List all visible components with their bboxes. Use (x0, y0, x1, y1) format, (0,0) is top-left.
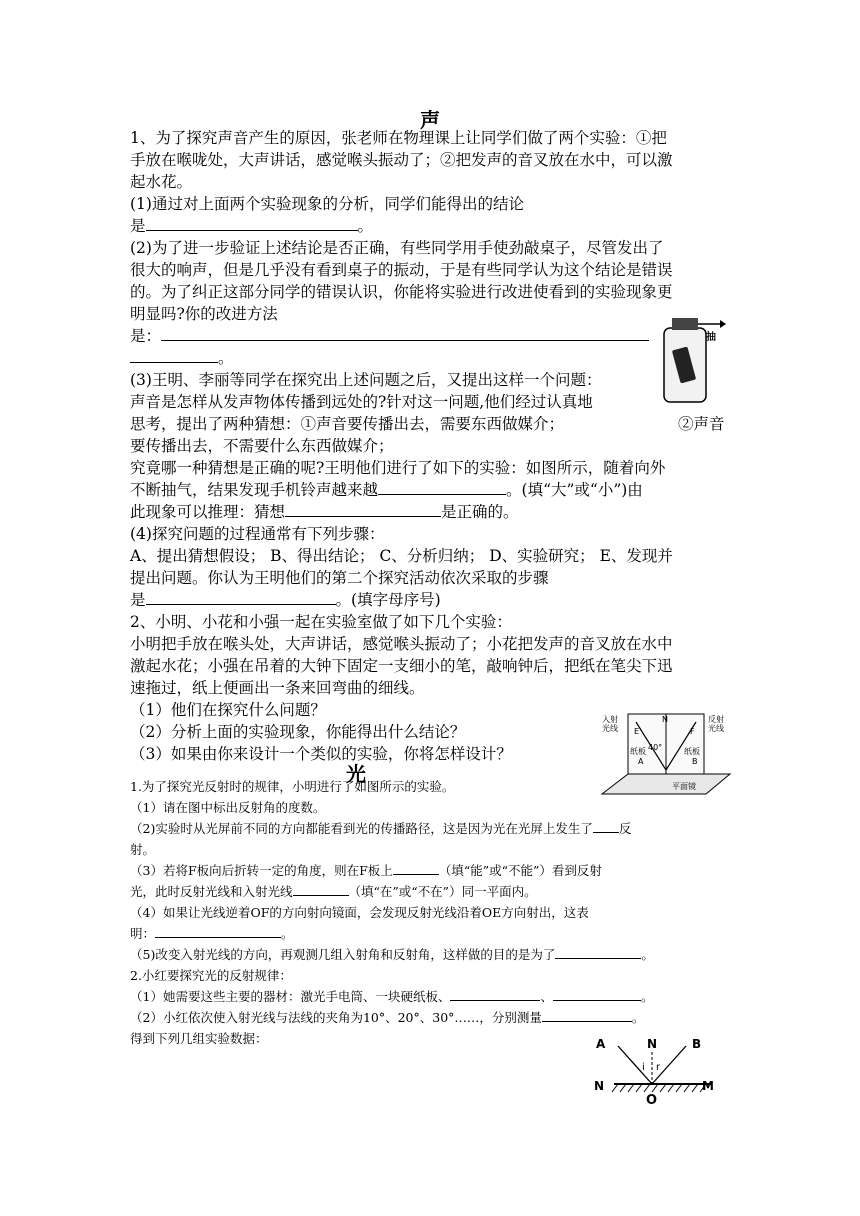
sound-q1-line3: 起水花。 (130, 173, 193, 191)
sound-q1-line1: 1、为了探究声音产生的原因，张老师在物理课上让同学们做了两个实验：①把 (130, 129, 667, 147)
vacuum-jar-figure (658, 308, 728, 406)
sound-q1-sub3-line2: 声音是怎样从发声物体传播到远处的?针对这一问题,他们经过认真地 (130, 393, 593, 411)
label-r: r (656, 1062, 661, 1073)
light-q1-sub4-line2 (130, 923, 294, 945)
text-prefix: （1）她需要这些主要的器材：激光手电筒、一块硬纸板、 (130, 989, 451, 1004)
answer-blank[interactable] (161, 326, 649, 341)
sound-q1-sub3-line4: 要传播出去，不需要什么东西做媒介； (130, 437, 394, 455)
light-q1-sub2-line2: 射。 (130, 842, 156, 857)
sound-q1-sub3-line1: (3)王明、李丽等同学在探究出上述问题之后，又提出这样一个问题： (130, 371, 602, 389)
incident-ray (618, 1046, 652, 1084)
text-prefix: 不断抽气，结果发现手机铃声越来越 (130, 481, 379, 499)
board-b (666, 714, 704, 774)
text-prefix: 光，此时反射光线和入射光线 (130, 884, 293, 899)
answer-prefix: 是 (130, 591, 146, 609)
board-b-label-1: 纸板 (684, 747, 700, 756)
label-e: E (634, 727, 640, 736)
label-n: N (662, 715, 668, 724)
light-q2-line1: 2.小红要探究光的反射规律： (130, 968, 292, 983)
sound-q1-sub2-line2: 很大的响声，但是几乎没有看到桌子的振动，于是有些同学认为这个结论是错误 (130, 261, 673, 279)
answer-suffix: 。(填字母序号) (335, 591, 441, 609)
answer-prefix: 是： (130, 327, 162, 345)
label-o: O (646, 1093, 658, 1108)
text-suffix: 反 (618, 821, 632, 836)
label-m: M (702, 1079, 714, 1093)
sound-q1-sub3-line3: 思考，提出了两种猜想：①声音要传播出去，需要东西做媒介； (130, 415, 565, 433)
sound-q1-sub3-line3b: ②声音 (678, 415, 725, 433)
light-q2-line4: 得到下列几组实验数据： (130, 1031, 268, 1046)
answer-blank[interactable] (553, 989, 641, 1001)
text-suffix: 。 (631, 1010, 645, 1025)
sound-q2-line4: 速拖过，纸上便画出一条来回弯曲的细线。 (130, 679, 425, 697)
text-prefix: 此现象可以推理：猜想 (130, 503, 286, 521)
board-a-label-2: A (638, 757, 644, 766)
answer-blank[interactable] (542, 1010, 632, 1022)
text-sep: 、 (540, 989, 553, 1004)
sound-q1-sub2-line3: 的。为了纠正这部分同学的错误认识，你能将实验进行改进使看到的实验现象更 (130, 283, 673, 301)
reflected-label-2: 光线 (708, 724, 724, 733)
answer-suffix: 。 (357, 217, 374, 235)
answer-blank[interactable] (155, 926, 281, 938)
board-a-label-1: 纸板 (630, 747, 646, 756)
text-suffix: （填“在”或“不在”）同一平面内。 (348, 884, 537, 899)
light-q2-sub2 (130, 1007, 644, 1029)
label-n-left: N (594, 1079, 605, 1093)
reflected-label-1: 反射 (708, 715, 724, 724)
sound-q2-line2: 小明把手放在喉头处，大声讲话，感觉喉头振动了；小花把发声的音叉放在水中 (130, 635, 673, 653)
label-i: i (642, 1062, 645, 1073)
answer-blank[interactable] (146, 590, 336, 605)
label-a: A (596, 1038, 606, 1051)
reflection-board-figure (598, 708, 736, 804)
incident-label-2: 光线 (602, 724, 618, 733)
sound-q1-sub3-line6 (130, 480, 643, 502)
sound-q1-sub4-line2: A、提出猜想假设； B、得出结论； C、分析归纳； D、实验研究； E、发现并 (130, 547, 673, 565)
light-q1-sub4-line1: （4）如果让光线逆着OF的方向射向镜面，会发现反射光线沿着OE方向射出，这表 (130, 905, 589, 920)
angle-label: 40° (648, 743, 663, 752)
sound-q2-sub1: （1）他们在探究什么问题？ (130, 701, 326, 719)
label-f: F (690, 727, 695, 736)
sound-q1-sub2-answer-cont (130, 348, 234, 370)
light-q1-sub1: （1）请在图中标出反射角的度数。 (130, 800, 326, 815)
text-suffix: 。 (281, 926, 294, 941)
light-q1-sub3-line2 (130, 881, 537, 903)
text-suffix: 是正确的。 (441, 503, 519, 521)
sound-q1-sub4-answer (130, 590, 441, 612)
light-q1-line1: 1.为了探究光反射时的规律，小明进行了如图所示的实验。 (130, 779, 455, 794)
answer-blank[interactable] (293, 884, 349, 896)
label-b: B (692, 1038, 702, 1051)
text-suffix: 。 (640, 989, 654, 1004)
answer-blank[interactable] (593, 821, 619, 833)
text-prefix: 明： (130, 926, 156, 941)
answer-blank[interactable] (285, 502, 441, 517)
reflection-diagram (590, 1038, 720, 1108)
jar-stopper (672, 318, 698, 330)
answer-blank[interactable] (555, 947, 641, 959)
section-title-light: 光 (346, 762, 366, 786)
answer-blank[interactable] (378, 480, 506, 495)
mirror-hatch (612, 1084, 706, 1092)
incident-label-1: 入射 (602, 715, 618, 724)
sound-q1-sub2-line4: 明显吗?你的改进方法 (130, 305, 278, 323)
text-prefix: （3）若将F板向后折转一定的角度，则在F板上 (130, 863, 393, 878)
text-suffix: 。(填“大”或“小”)由 (506, 481, 643, 499)
answer-blank[interactable] (146, 216, 358, 231)
answer-blank[interactable] (393, 863, 439, 875)
sound-q1-sub1-answer (130, 216, 373, 238)
text-prefix: （2)实验时从光屏前不同的方向都能看到光的传播路径，这是因为光在光屏上发生了 (130, 821, 593, 836)
jar-label: 抽 (706, 332, 716, 343)
sound-q2-line1: 2、小明、小花和小强一起在实验室做了如下几个实验： (130, 613, 512, 631)
light-q2-sub1 (130, 986, 654, 1008)
sound-q1-sub4-line3: 提出问题。你认为王明他们的第二个探究活动依次采取的步骤 (130, 569, 549, 587)
sound-q2-sub3: （3）如果由你来设计一个类似的实验，你将怎样设计？ (130, 745, 512, 763)
sound-q1-sub2-line1: (2)为了进一步验证上述结论是否正确，有些同学用手使劲敲桌子，尽管发出了 (130, 239, 664, 257)
answer-prefix: 是 (130, 217, 146, 235)
answer-blank[interactable] (450, 989, 540, 1001)
light-q1-sub3-line1 (130, 860, 602, 882)
text-prefix: （5)改变入射光线的方向，再观测几组入射角和反射角，这样做的目的是为了 (130, 947, 556, 962)
mirror-label: 平面镜 (672, 782, 696, 791)
text-suffix: 。 (641, 947, 654, 962)
sound-q1-sub3-line7 (130, 502, 519, 524)
sound-q2-line3: 激起水花；小强在吊着的大钟下固定一支细小的笔，敲响钟后，把纸在笔尖下迅 (130, 657, 673, 675)
answer-blank[interactable] (130, 348, 218, 363)
sound-q2-sub2: （2）分析上面的实验现象，你能得出什么结论？ (130, 723, 466, 741)
light-q1-sub5 (130, 944, 654, 966)
sound-q1-sub1: (1)通过对上面两个实验现象的分析，同学们能得出的结论 (130, 195, 524, 213)
answer-suffix: 。 (218, 349, 234, 367)
sound-q1-sub4-line1: (4)探究问题的过程通常有下列步骤： (130, 525, 385, 543)
light-q1-sub2-line1 (130, 818, 631, 840)
mirror-plane (602, 774, 730, 794)
label-n-top: N (647, 1038, 658, 1051)
sound-q1-line2: 手放在喉咙处，大声讲话，感觉喉头振动了；②把发声的音叉放在水中，可以激 (130, 151, 673, 169)
text-prefix: （2）小红依次使入射光线与法线的夹角为10°、20°、30°……，分别测量 (130, 1010, 542, 1025)
arrow-right-icon (720, 320, 726, 328)
text-suffix: （填“能”或“不能”）看到反射 (438, 863, 602, 878)
section-title-sound: 声 (420, 108, 440, 132)
sound-q1-sub3-line5: 究竟哪一种猜想是正确的呢?王明他们进行了如下的实验：如图所示，随着向外 (130, 459, 666, 477)
sound-q1-sub2-answer (130, 326, 649, 348)
board-b-label-2: B (692, 757, 698, 766)
